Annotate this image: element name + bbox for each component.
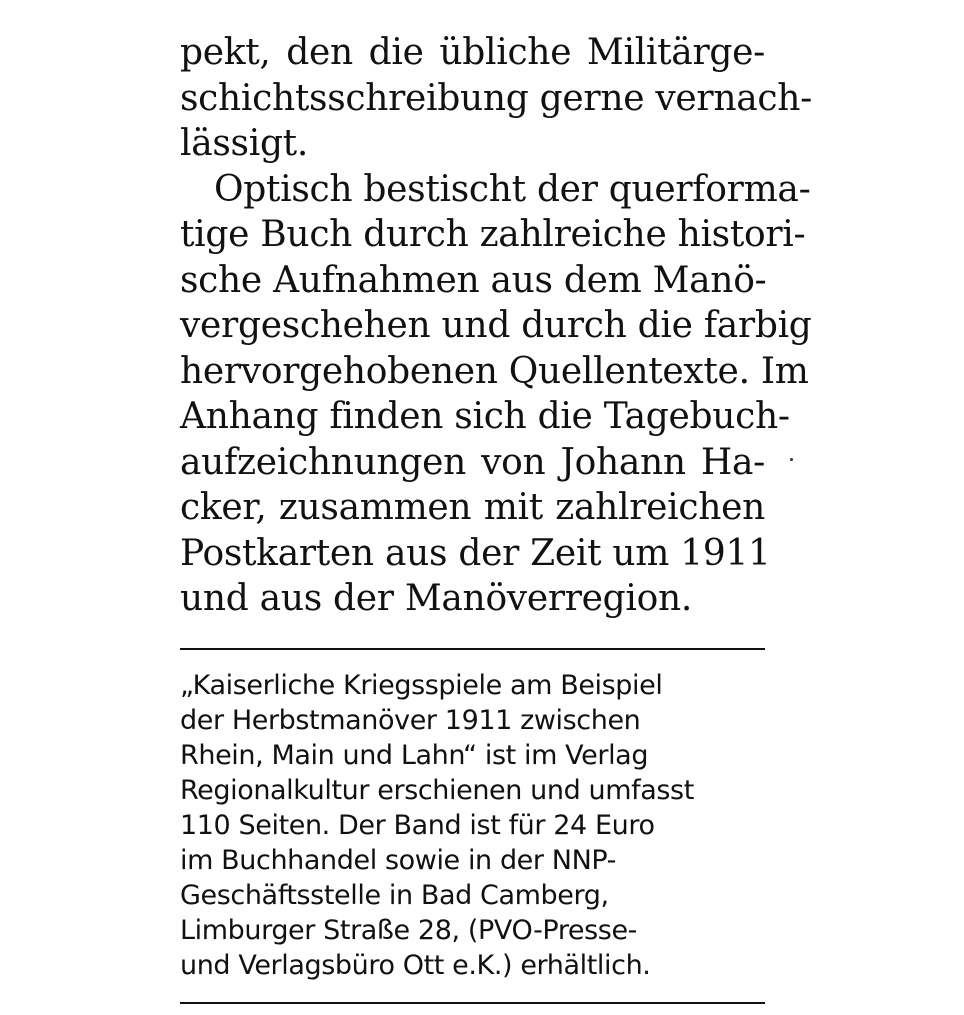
text-line: und aus der Manöverregion. [180,578,693,619]
info-line: 110 Seiten. Der Band ist für 24 Euro [180,810,655,841]
text-line: sche Aufnahmen aus dem Manö- [180,259,767,301]
info-line: im Buchhandel sowie in der NNP- [180,845,617,876]
paragraph-2 [180,167,812,622]
top-divider [180,648,765,650]
info-line: Rhein, Main und Lahn“ ist im Verlag [180,740,649,771]
text-line: Optisch bestischt der querforma- [214,168,811,210]
info-line: Limburger Straße 28, (PVO-Presse- [180,915,638,946]
info-line: Geschäftsstelle in Bad Camberg, [180,880,609,911]
info-line: Regionalkultur erschienen und umfasst [180,775,694,806]
text-line: aufzeichnungen von Johann Ha- [180,441,765,483]
text-line: schichtsschreibung gerne vernach- [180,77,812,119]
text-line: pekt, den die übliche Militärge- [180,32,765,73]
info-line: „Kaiserliche Kriegsspiele am Beispiel [180,670,663,701]
text-line: lässigt. [180,123,308,164]
bottom-divider [180,1002,765,1004]
article-body [180,30,812,622]
info-line: der Herbstmanöver 1911 zwischen [180,705,641,736]
text-line: cker, zusammen mit zahlreichen [180,487,765,528]
text-line: Anhang finden sich die Tagebuch- [180,396,790,437]
text-line: tige Buch durch zahlreiche histori- [180,214,806,255]
info-line: und Verlagsbüro Ott e.K.) erhältlich. [180,950,651,981]
margin-mark [790,458,793,461]
text-line: Postkarten aus der Zeit um 1911 [180,532,771,574]
text-line: hervorgehobenen Quellentexte. Im [180,350,809,392]
book-info-box [180,668,765,983]
paragraph-1 [180,30,812,167]
text-line: vergeschehen und durch die farbig [180,305,812,346]
